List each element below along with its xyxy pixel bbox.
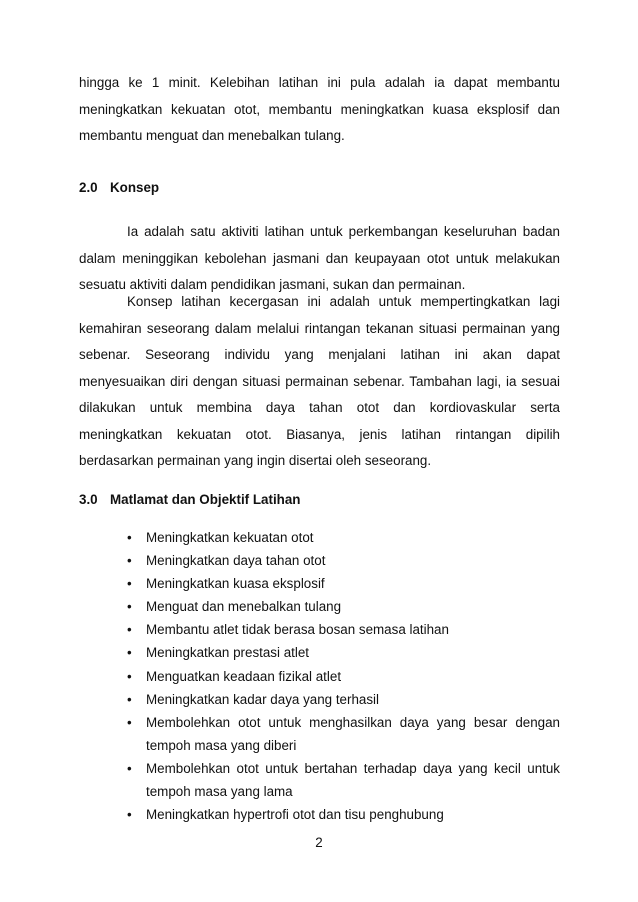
section-2-paragraph-2: Konsep latihan kecergasan ini adalah untuk mempertingkatkan lagi kemahiran seseorang dalam melalui rintangan tekanan situasi permainan yang sebenar. Seseorang individu yang menjalani latihan ini akan dapat menyesuaikan diri dengan situasi permainan sebenar. Tambahan lagi, ia sesuai dilakukan untuk membina daya tahan otot dan kordiovaskular serta meningkatkan kekuatan otot. Biasanya, jenis latihan rintangan dipilih berdasarkan permainan yang ingin disertai oleh seseorang.	[79, 294, 560, 468]
list-item: • Menguat dan menebalkan tulang	[146, 595, 560, 618]
section-3-number: 3.0	[79, 492, 98, 507]
list-item: • Meningkatkan prestasi atlet	[146, 641, 560, 664]
list-item: • Menguatkan keadaan fizikal atlet	[146, 665, 560, 688]
bullet-icon: •	[127, 691, 132, 707]
bullet-icon: •	[127, 668, 132, 684]
section-2-paragraph-2-block	[79, 289, 560, 475]
bullet-icon: •	[127, 553, 132, 569]
objectives-list	[127, 526, 560, 826]
intro-paragraph: hingga ke 1 minit. Kelebihan latihan ini pula adalah ia dapat membantu meningkatkan kekuatan otot, membantu meningkatkan kuasa eksplosif dan membantu menguat dan menebalkan tulang.	[79, 75, 560, 143]
section-3-title: Matlamat dan Objektif Latihan	[110, 492, 301, 507]
bullet-icon: •	[127, 760, 132, 776]
section-2-paragraph-1: Ia adalah satu aktiviti latihan untuk perkembangan keseluruhan badan dalam meninggikan kebolehan jasmani dan keupayaan otot untuk melakukan sesuatu aktiviti dalam pendidikan jasmani, sukan dan permainan.	[79, 224, 560, 292]
list-item: • Meningkatkan kuasa eksplosif	[146, 572, 560, 595]
section-2-number: 2.0	[79, 180, 98, 195]
section-3-heading	[79, 490, 560, 510]
bullet-icon: •	[127, 645, 132, 661]
bullet-icon: •	[127, 530, 132, 545]
section-2-paragraph-1-block	[79, 219, 560, 299]
bullet-icon: •	[127, 622, 132, 638]
section-2-heading	[79, 178, 560, 198]
list-item: • Meningkatkan hypertrofi otot dan tisu penghubung	[146, 803, 560, 826]
page-number: 2	[315, 835, 323, 850]
bullet-icon: •	[127, 599, 132, 615]
bullet-icon: •	[127, 807, 132, 823]
bullet-icon: •	[127, 714, 132, 730]
list-item: • Membantu atlet tidak berasa bosan semasa latihan	[146, 618, 560, 641]
list-item: • Meningkatkan kadar daya yang terhasil	[146, 688, 560, 711]
section-2-title: Konsep	[110, 180, 160, 195]
list-item: • Membolehkan otot untuk menghasilkan daya yang besar dengan tempoh masa yang diberi	[146, 711, 560, 757]
list-item: • Meningkatkan daya tahan otot	[146, 549, 560, 572]
list-item: • Membolehkan otot untuk bertahan terhadap daya yang kecil untuk tempoh masa yang lama	[146, 757, 560, 803]
bullet-icon: •	[127, 576, 132, 592]
list-item: • Meningkatkan kekuatan otot	[146, 526, 560, 549]
intro-paragraph-block	[79, 70, 560, 150]
